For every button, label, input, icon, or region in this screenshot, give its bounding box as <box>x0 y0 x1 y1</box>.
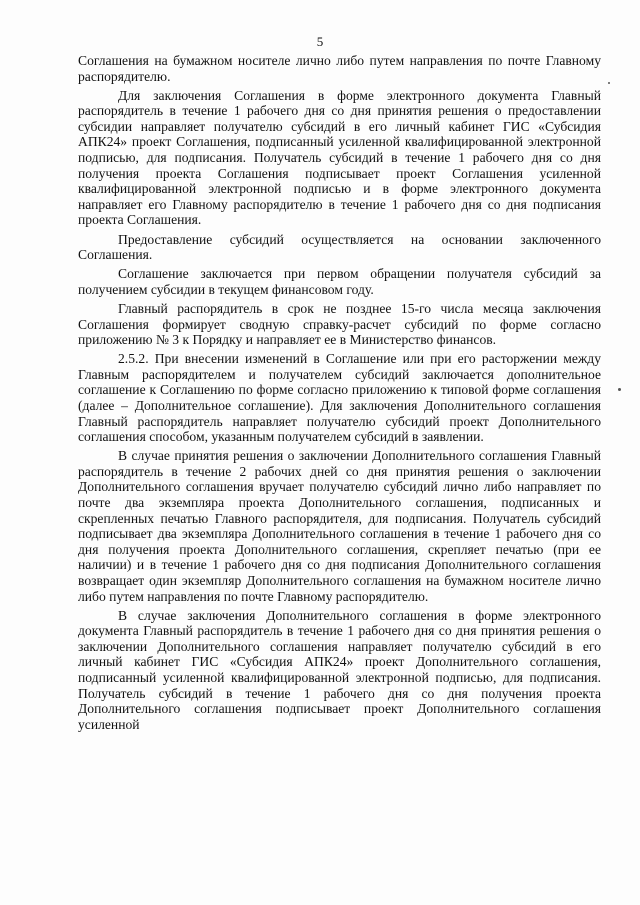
paragraph-summary-calculation: Главный распорядитель в срок не позднее 15-го числа месяца заключения Соглашения формирует сводную справку-расчет субсидий по форме согласно приложению № 3 к Порядку и направляет ее в Министерство финансов. <box>78 300 601 348</box>
document-body <box>78 53 601 736</box>
paragraph-additional-agreement-paper: В случае принятия решения о заключении Дополнительного соглашения Главный распорядитель в течение 2 рабочих дней со дня принятия решения о заключении Дополнительного соглашения вручает получателю субсидий лично либо направляет по почте два экземпляра проекта Дополнительного соглашения, подписанных и скрепленных печатью Главного распорядителя, для подписания. Получатель субсидий подписывает два экземпляра Дополнительного соглашения в течение 1 рабочего дня со дня получения проекта Дополнительного соглашения, скрепляет печатью (при ее наличии) и в течение 1 рабочего дня со дня подписания Дополнительного соглашения возвращает один экземпляр Дополнительного соглашения на бумажном носителе лично либо путем направления по почте Главному распорядителю. <box>78 448 601 604</box>
paragraph-continuation: Соглашения на бумажном носителе лично либо путем направления по почте Главному распорядителю. <box>78 53 601 84</box>
paragraph-agreement-first-request: Соглашение заключается при первом обращении получателя субсидий за получением субсидии в текущем финансовом году. <box>78 266 601 297</box>
page-number: 5 <box>316 34 324 49</box>
paragraph-section-2-5-2: 2.5.2. При внесении изменений в Соглашение или при его расторжении между Главным распорядителем и получателем субсидий заключается дополнительное соглашение к Соглашению по форме согласно приложению к типовой форме соглашения (далее – Дополнительное соглашение). Для заключения Дополнительного соглашения Главный распорядитель направляет получателю субсидий проект Дополнительного соглашения способом, указанным получателем субсидий в заявлении. <box>78 351 601 445</box>
paragraph-electronic-agreement: Для заключения Соглашения в форме электронного документа Главный распорядитель в течение 1 рабочего дня со дня принятия решения о предоставлении субсидии направляет получателю субсидий в его личный кабинет ГИС «Субсидия АПК24» проект Соглашения, подписанный усиленной квалифицированной электронной подписью, для подписания. Получатель субсидий в течение 1 рабочего дня со дня получения проекта Соглашения подписывает проект Соглашения усиленной квалифицированной электронной подписью и в форме электронного документа направляет его Главному распорядителю в течение 1 рабочего дня со дня подписания проекта Соглашения. <box>78 87 601 228</box>
scan-artifact-dot <box>618 388 621 391</box>
scan-artifact-dot <box>608 82 610 84</box>
paragraph-subsidy-basis: Предоставление субсидий осуществляется на основании заключенного Соглашения. <box>78 231 601 263</box>
paragraph-additional-agreement-electronic: В случае заключения Дополнительного соглашения в форме электронного документа Главный распорядитель в течение 1 рабочего дня со дня принятия решения о заключении Дополнительного соглашения направляет получателю субсидий в его личный кабинет ГИС «Субсидия АПК24» проект Дополнительного соглашения, подписанный усиленной квалифицированной электронной подписью, для подписания. Получатель субсидий в течение 1 рабочего дня со дня получения проекта Дополнительного соглашения подписывает проект Дополнительного соглашения усиленной <box>78 607 601 732</box>
